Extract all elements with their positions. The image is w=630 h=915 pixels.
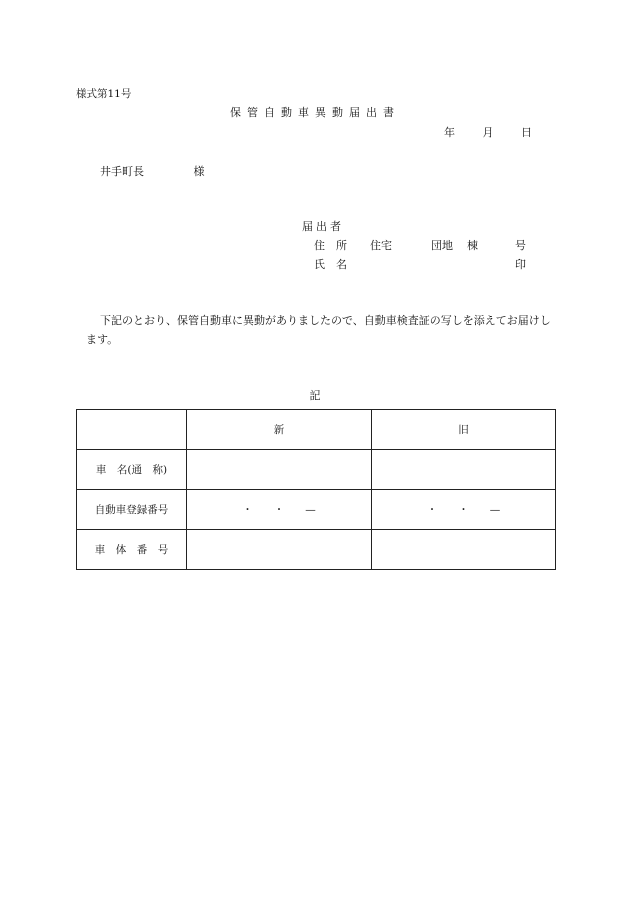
table-row: [77, 530, 556, 570]
row-label-registration: 自動車登録番号: [77, 490, 187, 530]
name-label: 氏 名: [314, 258, 347, 271]
header-blank: [77, 410, 187, 450]
addressee: [100, 163, 205, 179]
document-title: 保管自動車異動届出書: [230, 106, 400, 119]
row-label-chassis: 車 体 番 号: [77, 530, 187, 570]
date-day: 日: [521, 126, 532, 139]
vehicle-table: [76, 409, 556, 570]
car-name-new-cell: [187, 450, 372, 490]
row-label-car-name: 車 名(通 称): [77, 450, 187, 490]
body-text: 下記のとおり、保管自動車に異動がありましたので、自動車検査証の写しを添えてお届けします。: [86, 314, 551, 346]
header-new: 新: [187, 410, 372, 450]
notifier-label: 届出者: [302, 220, 344, 233]
table-row: [77, 450, 556, 490]
building-label: 棟: [467, 239, 478, 252]
registration-new-value: ・ ・ —: [242, 504, 316, 516]
table-header-row: [77, 410, 556, 450]
car-name-old-cell: [372, 450, 556, 490]
danchi-label: 団地: [431, 239, 453, 252]
form-number: 様式第11号: [76, 88, 132, 100]
addressee-honorific: 様: [193, 165, 205, 178]
date-line: [444, 124, 532, 140]
ki-heading: 記: [309, 389, 321, 402]
addressee-name: 井手町長: [100, 165, 144, 178]
header-old: 旧: [372, 410, 556, 450]
seal-label: 印: [515, 258, 526, 271]
date-year: 年: [444, 126, 455, 139]
registration-old-cell: [372, 490, 556, 530]
date-month: 月: [482, 126, 494, 139]
chassis-new-cell: [187, 530, 372, 570]
residence-label: 住宅: [370, 239, 392, 252]
registration-old-value: ・ ・ —: [426, 504, 501, 516]
address-label: 住 所: [314, 239, 347, 252]
table-row: [77, 490, 556, 530]
number-label: 号: [515, 239, 526, 252]
registration-new-cell: [187, 490, 372, 530]
chassis-old-cell: [372, 530, 556, 570]
